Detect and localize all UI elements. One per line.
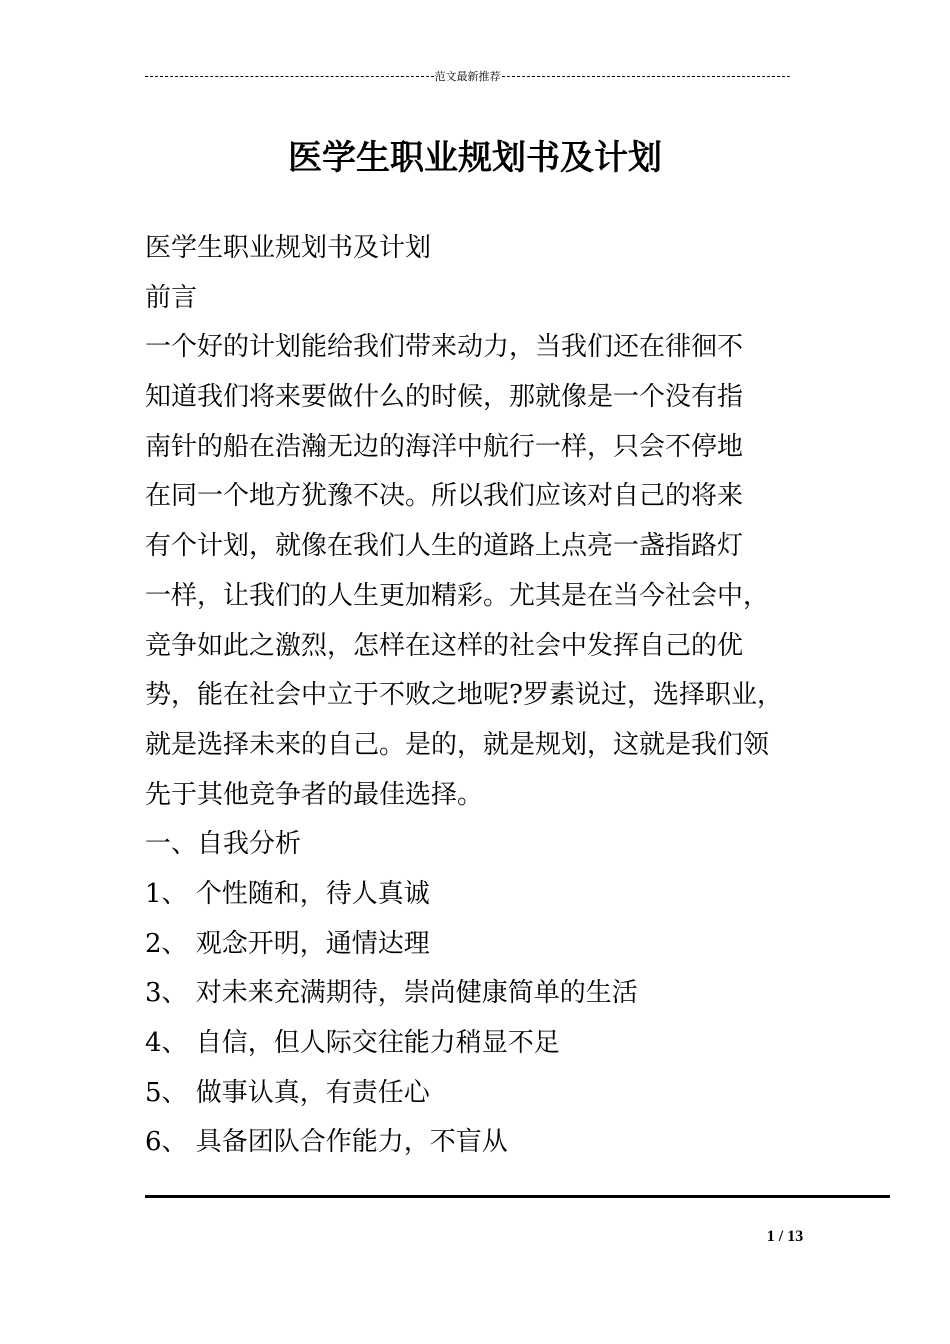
body-line: 有个计划，就像在我们人生的道路上点亮一盏指路灯 <box>145 531 744 562</box>
body-line: 一个好的计划能给我们带来动力，当我们还在徘徊不 <box>145 332 744 363</box>
list-item: 2、 观念开明，通情达理 <box>145 928 430 959</box>
body-line: 医学生职业规划书及计划 <box>145 233 432 263</box>
body-line: 竞争如此之激烈，怎样在这样的社会中发挥自己的优 <box>145 630 744 661</box>
page-header <box>145 66 790 86</box>
list-item: 4、 自信，但人际交往能力稍显不足 <box>145 1028 560 1058</box>
footer-rule <box>145 1195 890 1199</box>
list-item: 3、 对未来充满期待，崇尚健康简单的生活 <box>145 978 638 1009</box>
header-dash-right <box>502 76 791 77</box>
document-body <box>145 224 825 1168</box>
list-item: 5、 做事认真，有责任心 <box>145 1077 430 1108</box>
body-line: 就是选择未来的自己。是的，就是规划，这就是我们领 <box>145 729 770 760</box>
body-line: 在同一个地方犹豫不决。所以我们应该对自己的将来 <box>145 481 744 512</box>
body-line: 势，能在社会中立于不败之地呢?罗素说过，选择职业， <box>145 680 783 711</box>
body-line: 前言 <box>145 282 198 313</box>
header-label: 范文最新推荐 <box>434 70 501 83</box>
body-line: 知道我们将来要做什么的时候，那就像是一个没有指 <box>145 382 744 413</box>
document-title: 医学生职业规划书及计划 <box>288 138 662 178</box>
body-line: 一样，让我们的人生更加精彩。尤其是在当今社会中， <box>145 580 770 611</box>
body-line: 先于其他竞争者的最佳选择。 <box>145 779 484 810</box>
header-dash-left <box>145 76 434 77</box>
body-line: 南针的船在浩瀚无边的海洋中航行一样，只会不停地 <box>145 431 744 462</box>
list-item: 1、 个性随和，待人真诚 <box>145 878 430 909</box>
page-number: 1 / 13 <box>766 1228 804 1245</box>
list-item: 6、 具备团队合作能力，不盲从 <box>145 1127 508 1158</box>
section-heading: 一、自我分析 <box>145 829 302 860</box>
